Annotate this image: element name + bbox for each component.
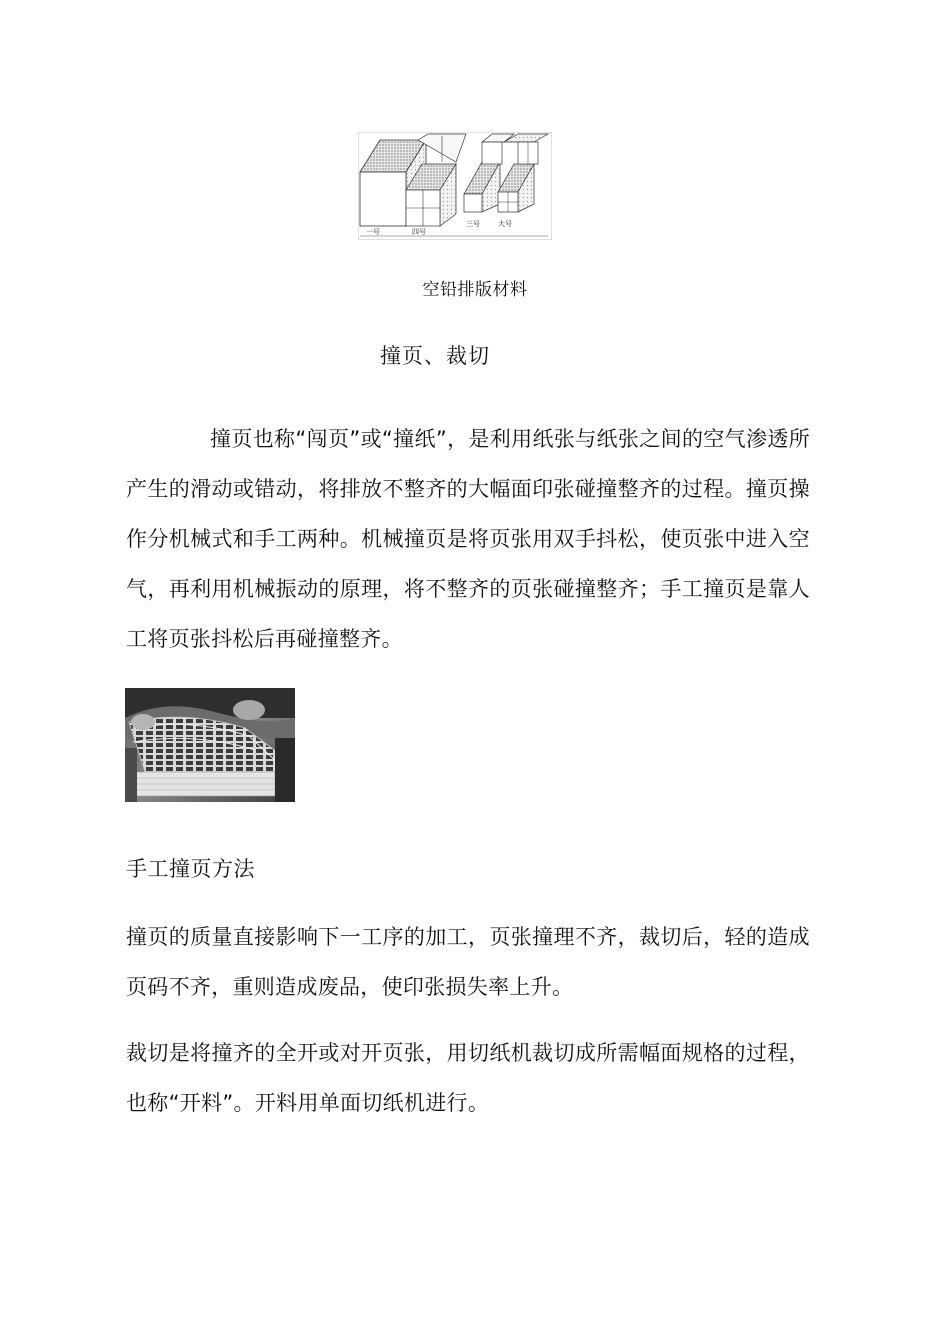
figure-caption: 空铅排版材料 xyxy=(422,280,528,300)
spacer-label-1: 一号 xyxy=(366,228,380,236)
manual-jogging-photo xyxy=(125,688,295,802)
spacer-label-4: 大号 xyxy=(498,220,512,228)
paragraph-jogging-definition: 撞页也称“闯页”或“撞纸”，是利用纸张与纸张之间的空气渗透所产生的滑动或错动，将排放不整齐的大幅面印张碰撞整齐的过程。撞页操作分机械式和手工两种。机械撞页是将页张用双手抖松，使页张中进入空气，再利用机械振动的原理，将不整齐的页张碰撞整齐；手工撞页是靠人工将页张抖松后再碰撞整齐。 xyxy=(126,427,810,651)
spacer-materials-figure xyxy=(358,132,552,240)
paragraph-jogging-quality: 撞页的质量直接影响下一工序的加工，页张撞理不齐，裁切后，轻的造成页码不齐，重则造成废品，使印张损失率上升。 xyxy=(126,925,810,999)
spacer-label-2: 四号 xyxy=(412,228,426,236)
section-heading-manual-jogging: 手工撞页方法 xyxy=(126,857,255,881)
spacer-label-3: 三号 xyxy=(466,220,480,228)
paragraph-cutting-definition: 裁切是将撞齐的全开或对开页张，用切纸机裁切成所需幅面规格的过程，也称“开料”。开料用单面切纸机进行。 xyxy=(126,1041,810,1115)
section-heading-jogging-cutting: 撞页、裁切 xyxy=(380,344,490,368)
